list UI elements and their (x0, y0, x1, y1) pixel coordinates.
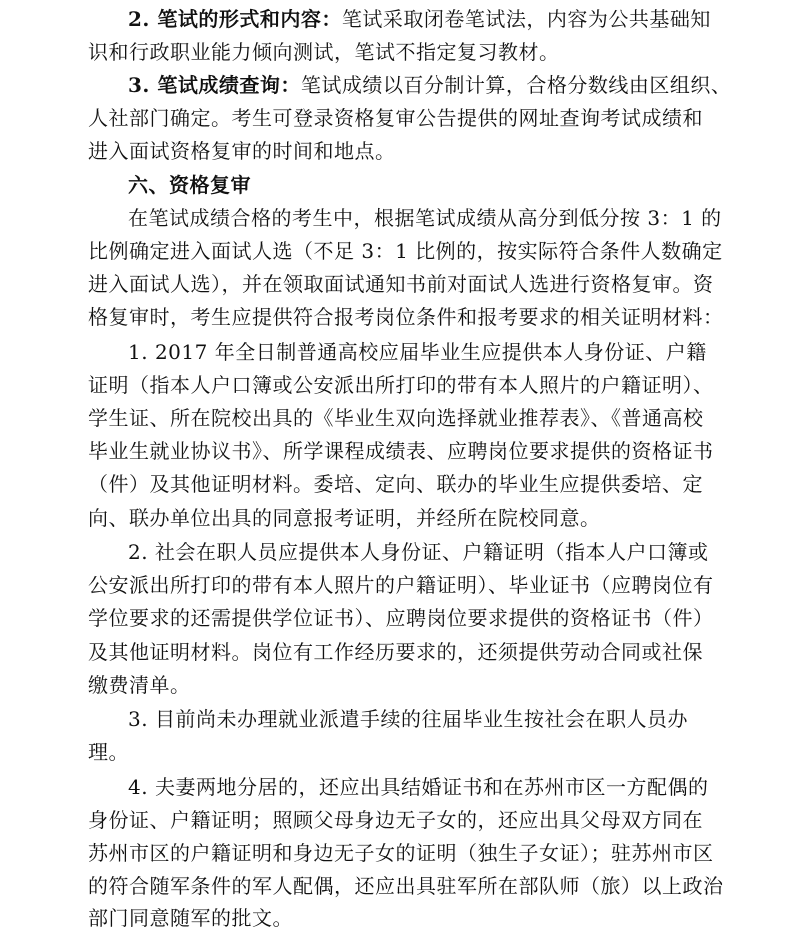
s6-i2-line5: 缴费清单。 (88, 673, 191, 697)
s6-p1-line1: 在笔试成绩合格的考生中，根据笔试成绩从高分到低分按 3：1 的 (128, 206, 722, 230)
s6-p1-line4: 格复审时，考生应提供符合报考岗位条件和报考要求的相关证明材料： (88, 305, 724, 329)
s6-i4-line2: 身份证、户籍证明；照顾父母身边无子女的，还应出具父母双方同在 (88, 808, 703, 832)
item3-line1 (128, 69, 732, 101)
s6-p1-line2: 比例确定进入面试人选（不足 3：1 比例的，按实际符合条件人数确定 (88, 239, 723, 263)
item3-text1: 笔试成绩以百分制计算，合格分数线由区组织、 (300, 73, 732, 97)
s6-i4-line3: 苏州市区的户籍证明和身边无子女的证明（独生子女证）；驻苏州市区 (88, 841, 714, 865)
s6-i1-line5: （件）及其他证明材料。委培、定向、联办的毕业生应提供委培、定 (88, 472, 703, 496)
s6-i4-line5: 部门同意随军的批文。 (88, 906, 293, 930)
s6-i1-line1: 1. 2017 年全日制普通高校应届毕业生应提供本人身份证、户籍 (128, 340, 707, 364)
s6-i3-line1: 3. 目前尚未办理就业派遣手续的往届毕业生按社会在职人员办 (128, 707, 688, 731)
s6-i2-line1: 2. 社会在职人员应提供本人身份证、户籍证明（指本人户口簿或 (128, 540, 709, 564)
item2-title: 2. 笔试的形式和内容： (128, 7, 342, 31)
s6-i1-line2: 证明（指本人户口簿或公安派出所打印的带有本人照片的户籍证明）、 (88, 373, 714, 397)
s6-i1-line3: 学生证、所在院校出具的《毕业生双向选择就业推荐表》、《普通高校 (88, 406, 704, 430)
s6-i2-line3: 学位要求的还需提供学位证书）、应聘岗位要求提供的资格证书（件） (88, 606, 714, 630)
s6-i1-line6: 向、联办单位出具的同意报考证明，并经所在院校同意。 (88, 506, 601, 530)
item2-line2: 识和行政职业能力倾向测试，笔试不指定复习教材。 (88, 40, 560, 64)
section6-heading: 六、资格复审 (128, 173, 251, 197)
s6-i4-line1: 4. 夫妻两地分居的，还应出具结婚证书和在苏州市区一方配偶的 (128, 775, 709, 799)
s6-p1-line3: 进入面试人选），并在领取面试通知书前对面试人选进行资格复审。资 (88, 272, 714, 296)
item2-text1: 笔试采取闭卷笔试法，内容为公共基础知 (341, 7, 711, 31)
item3-line3: 进入面试资格复审的时间和地点。 (88, 139, 396, 163)
s6-i2-line4: 及其他证明材料。岗位有工作经历要求的，还须提供劳动合同或社保 (88, 640, 703, 664)
s6-i3-line2: 理。 (88, 740, 129, 764)
s6-i4-line4: 的符合随军条件的军人配偶，还应出具驻军所在部队师（旅）以上政治 (88, 874, 724, 898)
item2-line1 (128, 3, 711, 35)
s6-i2-line2: 公安派出所打印的带有本人照片的户籍证明）、毕业证书（应聘岗位有 (88, 573, 714, 597)
item3-line2: 人社部门确定。考生可登录资格复审公告提供的网址查询考试成绩和 (88, 106, 703, 130)
s6-i1-line4: 毕业生就业协议书》、所学课程成绩表、应聘岗位要求提供的资格证书 (88, 439, 714, 463)
item3-title: 3. 笔试成绩查询： (128, 73, 301, 97)
